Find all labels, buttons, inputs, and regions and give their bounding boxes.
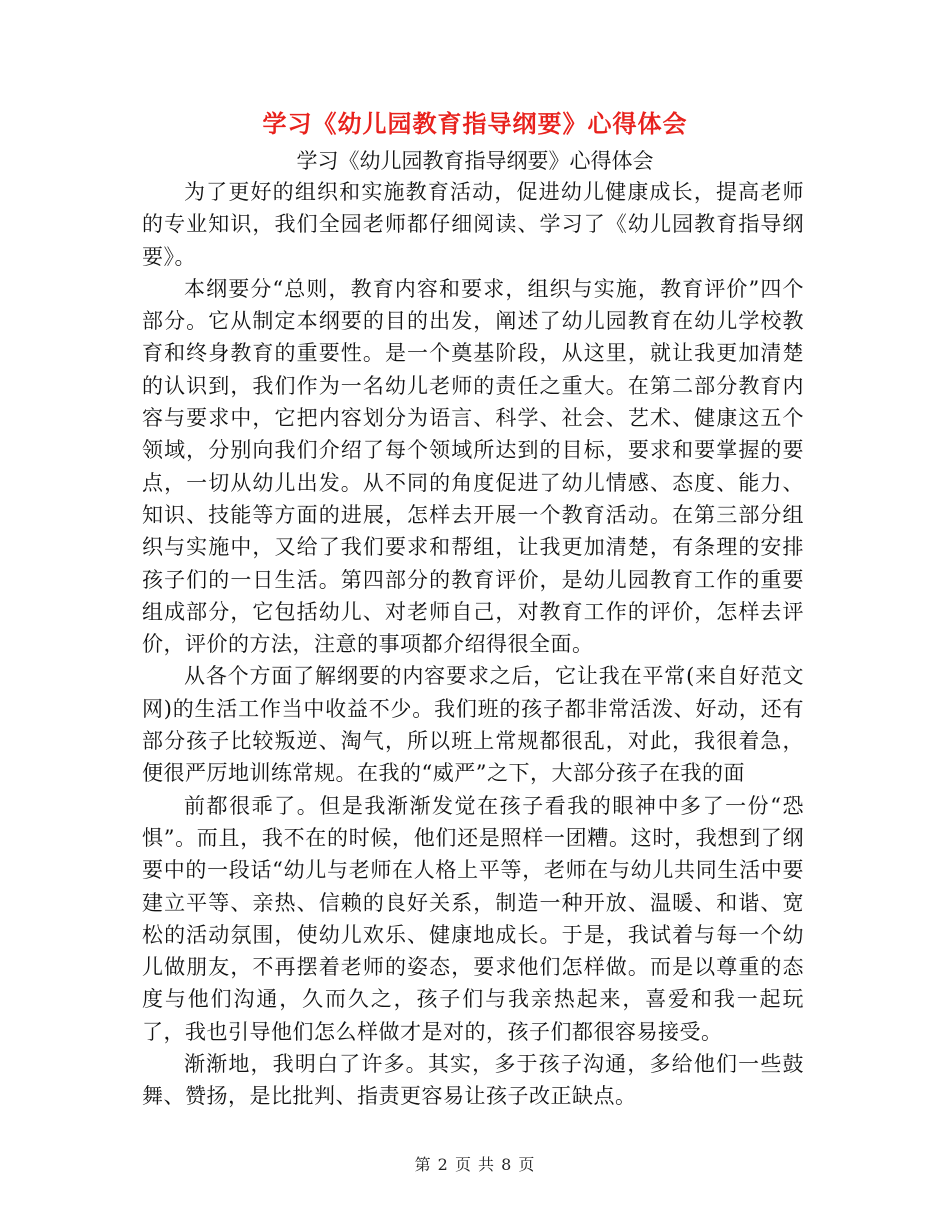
paragraph-3: 从各个方面了解纲要的内容要求之后，它让我在平常(来自好范文网)的生活工作当中收益不少。我们班的孩子都非常活泼、好动，还有部分孩子比较叛逆、淘气，所以班上常规都很乱，对此，我很着急，便很严厉地训练常规。在我的“威严”之下，大部分孩子在我的面 bbox=[142, 664, 804, 786]
document-title: 学习《幼儿园教育指导纲要》心得体会 bbox=[262, 110, 688, 138]
paragraph-2: 本纲要分“总则，教育内容和要求，组织与实施，教育评价”四个部分。它从制定本纲要的目的出发，阐述了幼儿园教育在幼儿学校教育和终身教育的重要性。是一个奠基阶段，从这里，就让我更加清楚的认识到，我们作为一名幼儿老师的责任之重大。在第二部分教育内容与要求中，它把内容划分为语言、科学、社会、艺术、健康这五个领域，分别向我们介绍了每个领域所达到的目标，要求和要掌握的要点，一切从幼儿出发。从不同的角度促进了幼儿情感、态度、能力、知识、技能等方面的进展，怎样去开展一个教育活动。在第三部分组织与实施中，又给了我们要求和帮组，让我更加清楚，有条理的安排孩子们的一日生活。第四部分的教育评价，是幼儿园教育工作的重要组成部分，它包括幼儿、对老师自己，对教育工作的评价，怎样去评价，评价的方法，注意的事项都介绍得很全面。 bbox=[142, 276, 804, 657]
paragraph-1: 为了更好的组织和实施教育活动，促进幼儿健康成长，提高老师的专业知识，我们全园老师都仔细阅读、学习了《幼儿园教育指导纲要》。 bbox=[142, 180, 804, 269]
page-number-footer: 第 2 页 共 8 页 bbox=[414, 1155, 536, 1174]
document-subtitle: 学习《幼儿园教育指导纲要》心得体会 bbox=[296, 149, 654, 173]
document-body bbox=[142, 176, 804, 1113]
paragraph-5: 渐渐地，我明白了许多。其实，多于孩子沟通，多给他们一些鼓舞、赞扬，是比批判、指责更容易让孩子改正缺点。 bbox=[142, 1052, 804, 1109]
paragraph-4: 前都很乖了。但是我渐渐发觉在孩子看我的眼神中多了一份“恐惧”。而且，我不在的时候，他们还是照样一团糟。这时，我想到了纲要中的一段话“幼儿与老师在人格上平等，老师在与幼儿共同生活中要建立平等、亲热、信赖的良好关系，制造一种开放、温暖、和谐、宽松的活动氛围，使幼儿欢乐、健康地成长。于是，我试着与每一个幼儿做朋友，不再摆着老师的姿态，要求他们怎样做。而是以尊重的态度与他们沟通，久而久之，孩子们与我亲热起来，喜爱和我一起玩了，我也引导他们怎么样做才是对的，孩子们都很容易接受。 bbox=[142, 793, 804, 1044]
